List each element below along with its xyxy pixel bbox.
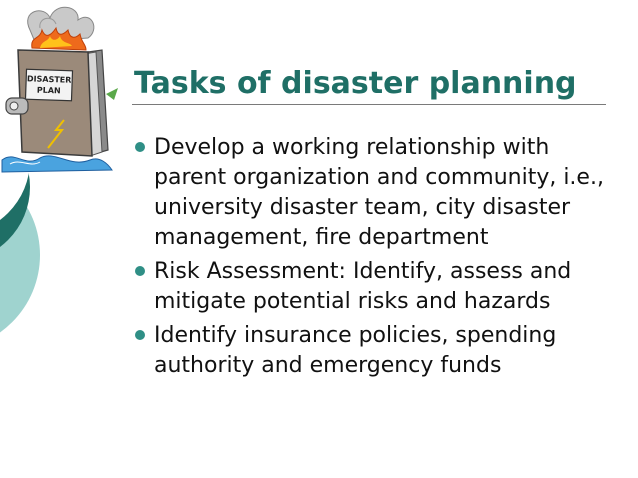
- bullet-text: Develop a working relationship with parent organization and community, i.e., university disaster team, city disaster management, fire department: [154, 135, 604, 250]
- bullet-text: Risk Assessment: Identify, assess and mitigate potential risks and hazards: [154, 259, 572, 314]
- bullet-text: Identify insurance policies, spending authority and emergency funds: [154, 323, 557, 378]
- bullet-icon: [135, 266, 145, 276]
- title-divider: [132, 104, 606, 105]
- bullet-icon: [135, 330, 145, 340]
- slide-title: Tasks of disaster planning: [134, 66, 577, 101]
- disaster-plan-clipart-icon: [0, 0, 130, 178]
- svg-text:DISASTER: DISASTER: [26, 74, 72, 85]
- bullet-list: [132, 133, 622, 385]
- bullet-icon: [135, 142, 145, 152]
- bullet-item: [132, 133, 622, 253]
- bullet-item: [132, 257, 622, 317]
- svg-text:PLAN: PLAN: [36, 85, 61, 96]
- bullet-item: [132, 321, 622, 381]
